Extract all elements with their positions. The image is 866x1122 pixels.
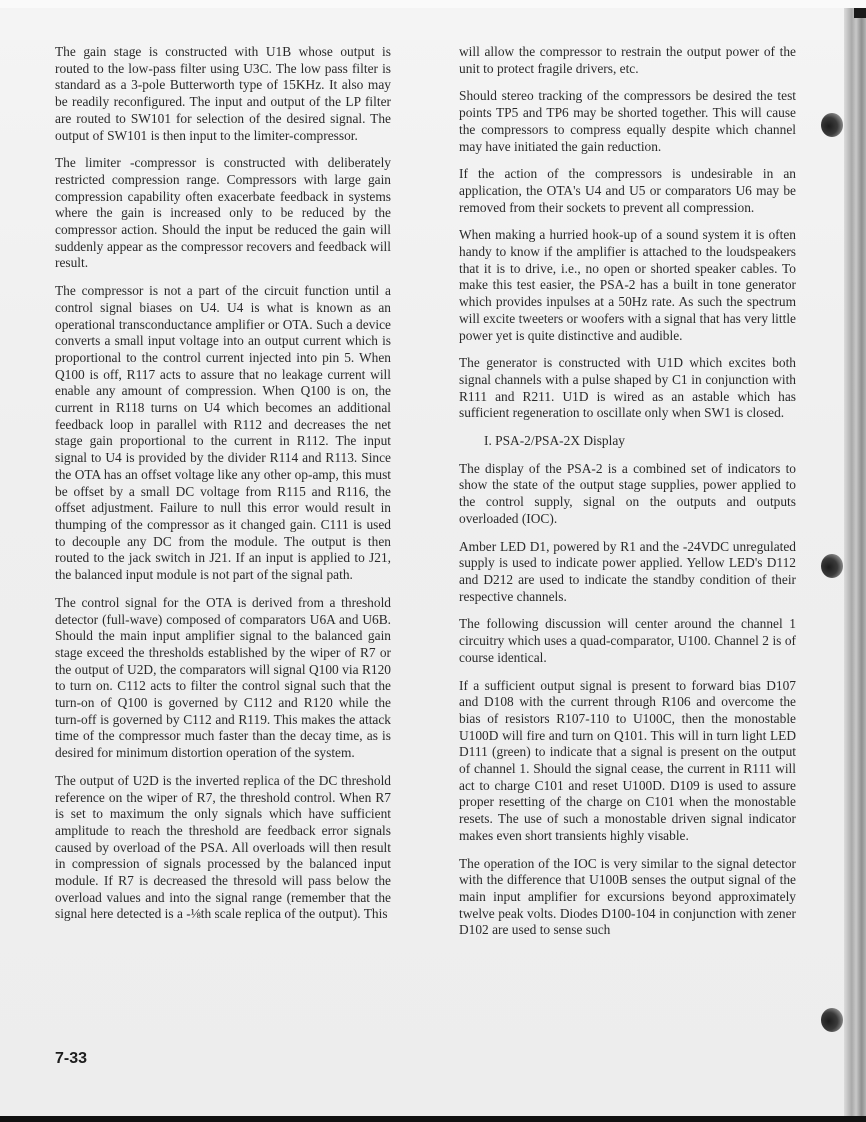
- right-column: [459, 44, 796, 950]
- binding-top-shadow: [854, 8, 866, 18]
- scan-bottom-edge: [0, 1116, 866, 1122]
- punch-hole-icon: [821, 554, 843, 578]
- paragraph-control-signal: The control signal for the OTA is derived from a threshold detector (full-wave) composed of comparators U6A and U6B. Should the main input amplifier signal to the balanced gain stage exceed the thresholds established by the wiper of R7 or the output of U2D, the comparators will signal Q100 via R120 to turn on. C112 acts to filter the control signal such that the turn-on of Q100 is governed by C112 and R120 while the turn-off is governed by C112 and R119. This makes the attack time of the compressor much faster than the decay time, as is desired for minimum distortion operation of the system.: [55, 594, 391, 761]
- section-heading-display: I. PSA-2/PSA-2X Display: [484, 433, 625, 449]
- page-top-edge: [0, 0, 866, 8]
- punch-hole-icon: [821, 113, 843, 137]
- paragraph-amber-led: Amber LED D1, powered by R1 and the -24VDC unregulated supply is used to indicate power applied. Yellow LED's D112 and D212 are used to indicate the standby condition of their respective channels.: [459, 538, 796, 604]
- paragraph-stereo-tracking: Should stereo tracking of the compressors be desired the test points TP5 and TP6 may be shorted together. This will cause the compressors to compress equally despite which channel may have initiated the gain reduction.: [459, 88, 796, 154]
- paragraph-u2d-output: The output of U2D is the inverted replica of the DC threshold reference on the wiper of R7, the threshold control. When R7 is set to maximum the only signals which have sufficient amplitude to reach the threshold are feedback error signals caused by overload of the PSA. All overloads will then result in compression of signals processed by the balanced input module. If R7 is decreased the thresold will pass below the overload values and into the signal range (remember that the signal here detected is a -⅛th scale replica of the output). This: [55, 772, 391, 922]
- paragraph-disable-compressor: If the action of the compressors is undesirable in an application, the OTA's U4 and U5 or comparators U6 may be removed from their sockets to prevent all compression.: [459, 166, 796, 215]
- punch-hole-icon: [821, 1008, 843, 1032]
- paragraph-signal-detector: If a sufficient output signal is present to forward bias D107 and D108 with the current through R106 and overcome the bias of resistors R107-110 to U100C, then the monostable U100D will fire and turn on Q101. This will in turn light LED D111 (green) to indicate that a signal is present on the output of channel 1. Should the signal cease, the current in R111 will act to charge C101 and reset U100D. D109 is used to assure proper resetting of the charge on C101 when the monostable resets. The use of such a monostable driven signal indicator makes even short transients highly visable.: [459, 677, 796, 843]
- left-column: [55, 44, 391, 934]
- paragraph-tone-generator: When making a hurried hook-up of a sound system it is often handy to know if the amplifier is attached to the loudspeakers that it is to drive, i.e., no open or shorted speaker cables. To make this test easier, the PSA-2 has a built in tone generator which provides inpulses at a 50Hz rate. As such the spectrum will excite tweeters or woofers with a signal that has very little power yet is quite distinctive and audible.: [459, 227, 796, 343]
- paragraph-channel-1: The following discussion will center around the channel 1 circuitry which uses a quad-comparator, U100. Channel 2 is of course identical.: [459, 616, 796, 665]
- paragraph-limiter-compressor: The limiter -compressor is constructed with deliberately restricted compression range. Compressors with large gain compression capability often exacerbate feedback in systems where the gain is increased only to be reduced by the compressor action. Should the input be reduced the gain will suddenly appear as the compressor recovers and feedback will result.: [55, 155, 391, 271]
- paragraph-continuation: will allow the compressor to restrain the output power of the unit to protect fragile drivers, etc.: [459, 44, 796, 76]
- paragraph-ioc: The operation of the IOC is very similar to the signal detector with the difference that U100B senses the output signal of the main input amplifier for excursions beyond approximately twelve peak volts. Diodes D100-104 in conjunction with zener D102 are used to sense such: [459, 855, 796, 938]
- page-number: 7-33: [55, 1050, 88, 1067]
- binding-edge: [844, 8, 866, 1116]
- paragraph-gain-stage: The gain stage is constructed with U1B whose output is routed to the low-pass filter using U3C. The low pass filter is standard as a 3-pole Butterworth type of 15KHz. It also may be readily reconfigured. The input and output of the LP filter are routed to SW101 for selection of the desired signal. The output of SW101 is then input to the limiter-compressor.: [55, 44, 391, 143]
- paragraph-display-overview: The display of the PSA-2 is a combined set of indicators to show the state of the output stage supplies, power applied to the control supply, signal on the outputs and outputs overloaded (IOC).: [459, 460, 796, 526]
- paragraph-ota: The compressor is not a part of the circuit function until a control signal biases on U4. U4 is what is known as an operational transconductance amplifier or OTA. Such a device converts a small input voltage into an output current which is proportional to the control current injected into pin 5. When Q100 is off, R117 acts to assure that no leakage current will enable any amount of compression. When Q100 is on, the current in R118 turns on U4 which becomes an additional feedback loop in parallel with R112 and decreases the net stage gain proportional to the current in R112. The input signal to U4 is provided by the divider R114 and R113. Since the OTA has an offset voltage like any other op-amp, this must be offset by a small DC voltage from R115 and R116, the offset adjustment. Failure to null this error would result in thumping of the compressor as it changed gain. C111 is used to decouple any DC from the module. The output is then routed to the jack switch in J21. If an input is applied to J21, the balanced input module is not part of the signal path.: [55, 283, 391, 583]
- paragraph-generator-construction: The generator is constructed with U1D which excites both signal channels with a pulse shaped by C1 in conjunction with R111 and R211. U1D is wired as an astable which has sufficient regeneration to oscillate only when SW1 is closed.: [459, 355, 796, 421]
